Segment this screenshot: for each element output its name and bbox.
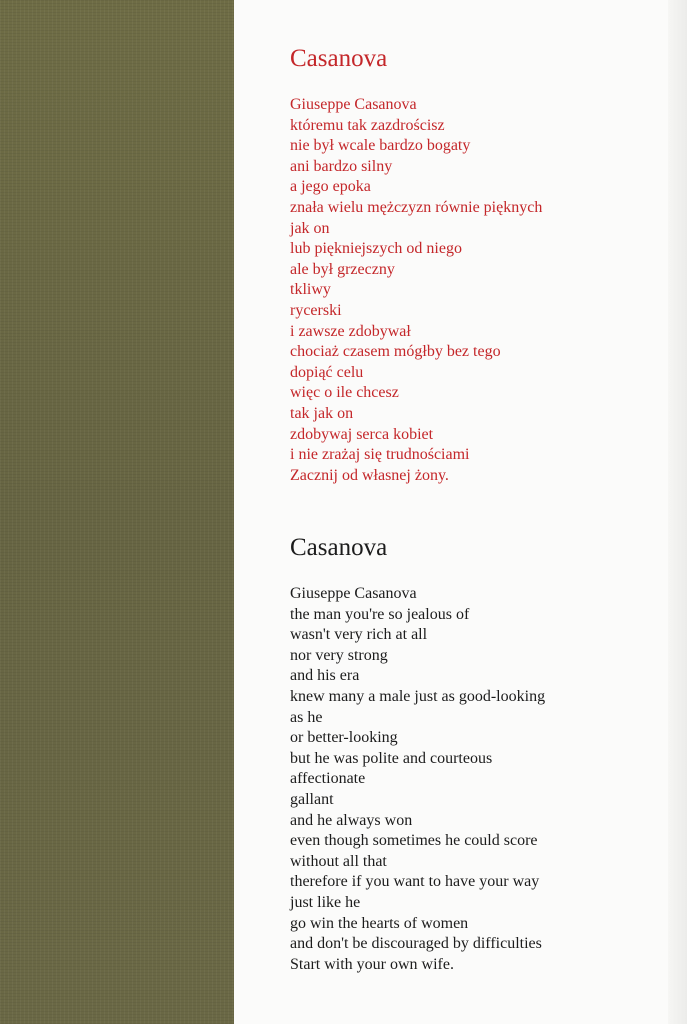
english-poem [290,533,670,975]
polish-line: jak on [290,219,330,237]
english-line: and don't be discouraged by difficulties [290,935,542,953]
english-line: Start with your own wife. [290,955,454,973]
english-line: but he was polite and courteous [290,749,493,767]
english-line: gallant [290,790,334,808]
polish-line: któremu tak zazdrościsz [290,116,445,134]
polish-line: znała wielu mężczyzn równie pięknych [290,198,543,216]
english-line: or better-looking [290,729,398,747]
polish-line: i zawsze zdobywał [290,322,411,340]
polish-line: ale był grzeczny [290,260,395,278]
english-line: knew many a male just as good-looking [290,687,546,705]
english-line: affectionate [290,770,366,788]
polish-line: tak jak on [290,404,354,422]
polish-line: dopiąć celu [290,363,364,381]
polish-line: a jego epoka [290,178,371,196]
english-line: just like he [290,893,361,911]
english-line: Giuseppe Casanova [290,585,417,602]
page-edge [668,0,687,1024]
english-poem-lines [290,584,670,975]
english-line: therefore if you want to have your way [290,873,540,891]
polish-poem-lines [290,95,670,486]
english-line: the man you're so jealous of [290,605,470,623]
english-line: as he [290,708,323,726]
polish-line: więc o ile chcesz [290,384,399,402]
olive-side-panel [0,0,234,1024]
polish-poem-title: Casanova [290,45,388,72]
polish-line: lub piękniejszych od niego [290,240,462,258]
polish-line: nie był wcale bardzo bogaty [290,137,471,155]
polish-line: i nie zrażaj się trudnościami [290,446,470,464]
polish-line: tkliwy [290,281,331,299]
english-line: nor very strong [290,646,388,664]
polish-poem [290,44,670,486]
english-poem-title: Casanova [290,534,388,561]
english-line: go win the hearts of women [290,914,469,932]
polish-line: rycerski [290,301,342,319]
polish-line: zdobywaj serca kobiet [290,425,434,443]
english-line: even though sometimes he could score [290,832,538,850]
polish-line: Giuseppe Casanova [290,96,417,113]
polish-line: Zacznij od własnej żony. [290,466,449,484]
english-line: without all that [290,852,387,870]
english-line: and his era [290,667,360,685]
english-line: and he always won [290,811,413,829]
polish-line: chociaż czasem mógłby bez tego [290,343,501,361]
english-line: wasn't very rich at all [290,626,428,644]
polish-line: ani bardzo silny [290,157,393,175]
